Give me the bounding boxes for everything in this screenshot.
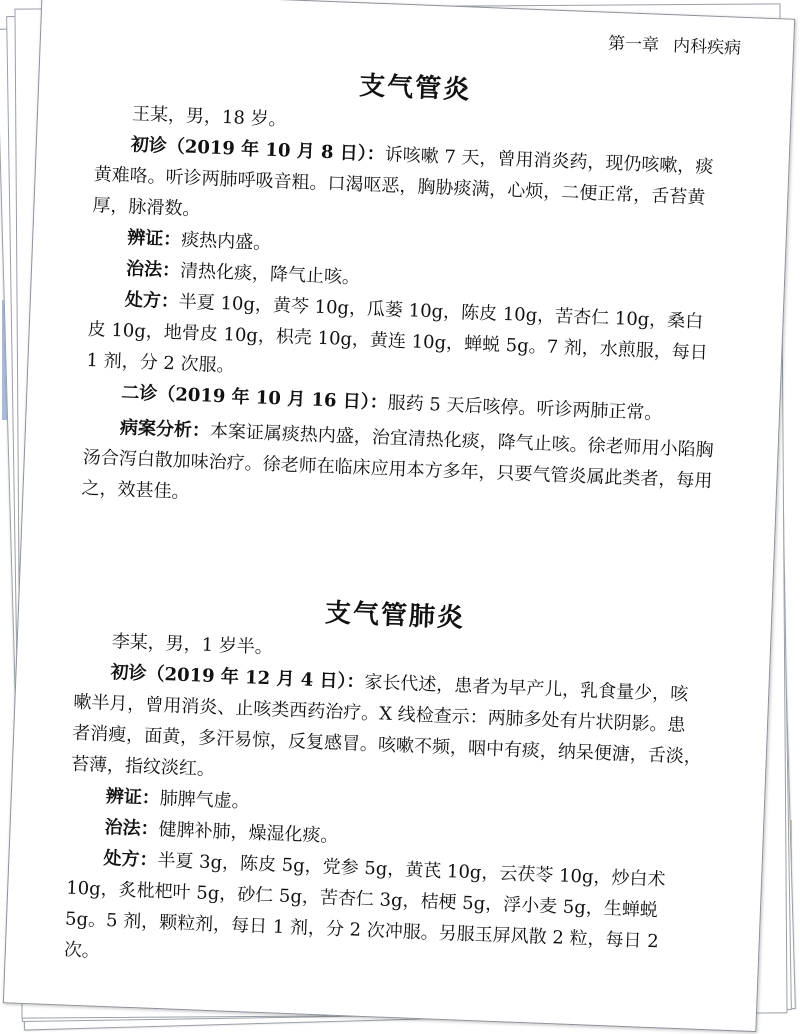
case2-prescription [63, 842, 697, 990]
case1-diagnosis-label: 辨证： [126, 227, 182, 251]
case2-title: 支气管肺炎 [324, 598, 466, 634]
case1-diagnosis-text: 痰热内盛。 [180, 229, 272, 254]
case2-visit1-label: 初诊（2019 年 12 月 4 日）： [110, 662, 365, 693]
case2-treatment-label: 治法： [104, 816, 159, 840]
case1-body [81, 97, 726, 528]
case1-title: 支气管炎 [358, 71, 472, 106]
case2-diagnosis-text: 肺脾气虚。 [159, 788, 251, 813]
case1-visit2-label: 二诊（2019 年 10 月 16 日）： [120, 382, 389, 414]
case2-prescription-label: 处方： [103, 847, 158, 871]
case2-treatment-text: 健脾补肺，燥湿化痰。 [158, 819, 339, 847]
section-label: 内科疾病 [672, 36, 742, 59]
case1-analysis-label: 病案分析： [119, 417, 211, 442]
case2-visit1 [70, 656, 704, 804]
case2-patient: 李某，男，1 岁半。 [111, 631, 274, 659]
running-header [608, 29, 742, 59]
case2-diagnosis-label: 辨证： [105, 785, 161, 810]
case1-prescription-text: 半夏 10g，黄芩 10g，瓜蒌 10g，陈皮 10g，苦杏仁 10g，桑白皮 10g，地骨皮 10g，枳壳 10g，黄连 10g，蝉蜕 5g。7 剂，水煎服，每日 1 剂，分 2 次服。 [86, 291, 709, 377]
case1-patient: 王某，男，18 岁。 [131, 103, 287, 131]
chapter-label: 第一章 [607, 33, 660, 56]
case1-visit1-text: 诉咳嗽 7 天，曾用消炎药，现仍咳嗽，痰黄难咯。听诊两肺呼吸音粗。口渴呕恶，胸胁痰满，心烦，二便正常，舌苔黄厚，脉滑数。 [92, 144, 714, 221]
case1-treatment-label: 治法： [125, 258, 181, 282]
book-page [3, 0, 795, 1032]
case1-treatment-text: 清热化痰，降气止咳。 [179, 260, 361, 289]
case1-visit2-text: 服药 5 天后咳停。听诊两肺正常。 [387, 392, 663, 425]
case2-body [63, 625, 706, 990]
case1-visit1-label: 初诊（2019 年 10 月 8 日）： [130, 134, 386, 166]
case1-analysis [81, 411, 714, 528]
case1-analysis-text: 本案证属痰热内盛，治宜清热化痰，降气止咳。徐老师用小陷胸汤合泻白散加味治疗。徐老师在临床应用本方多年，只要气管炎属此类者，每用之，效甚佳。 [81, 420, 714, 503]
case1-prescription-label: 处方： [124, 289, 180, 313]
case2-visit1-text: 家长代述，患者为早产儿，乳食量少，咳嗽半月，曾用消炎、止咳类西药治疗。X 线检查示：两肺多处有片状阴影。患者消瘦，面黄，多汗易惊，反复感冒。咳嗽不频，咽中有痰，纳呆便溏，舌淡，苔薄，指纹淡红。 [70, 671, 703, 781]
case2-prescription-text: 半夏 3g，陈皮 5g，党参 5g，黄芪 10g，云茯苓 10g，炒白术 10g，炙枇杷叶 5g，砂仁 5g，苦杏仁 3g，桔梗 5g，浮小麦 5g，生蝉蜕 5g。5 剂，颗粒剂，每日 1 剂，分 2 次冲服。另服玉屏风散 2 粒，每日 2 次。 [63, 849, 666, 962]
